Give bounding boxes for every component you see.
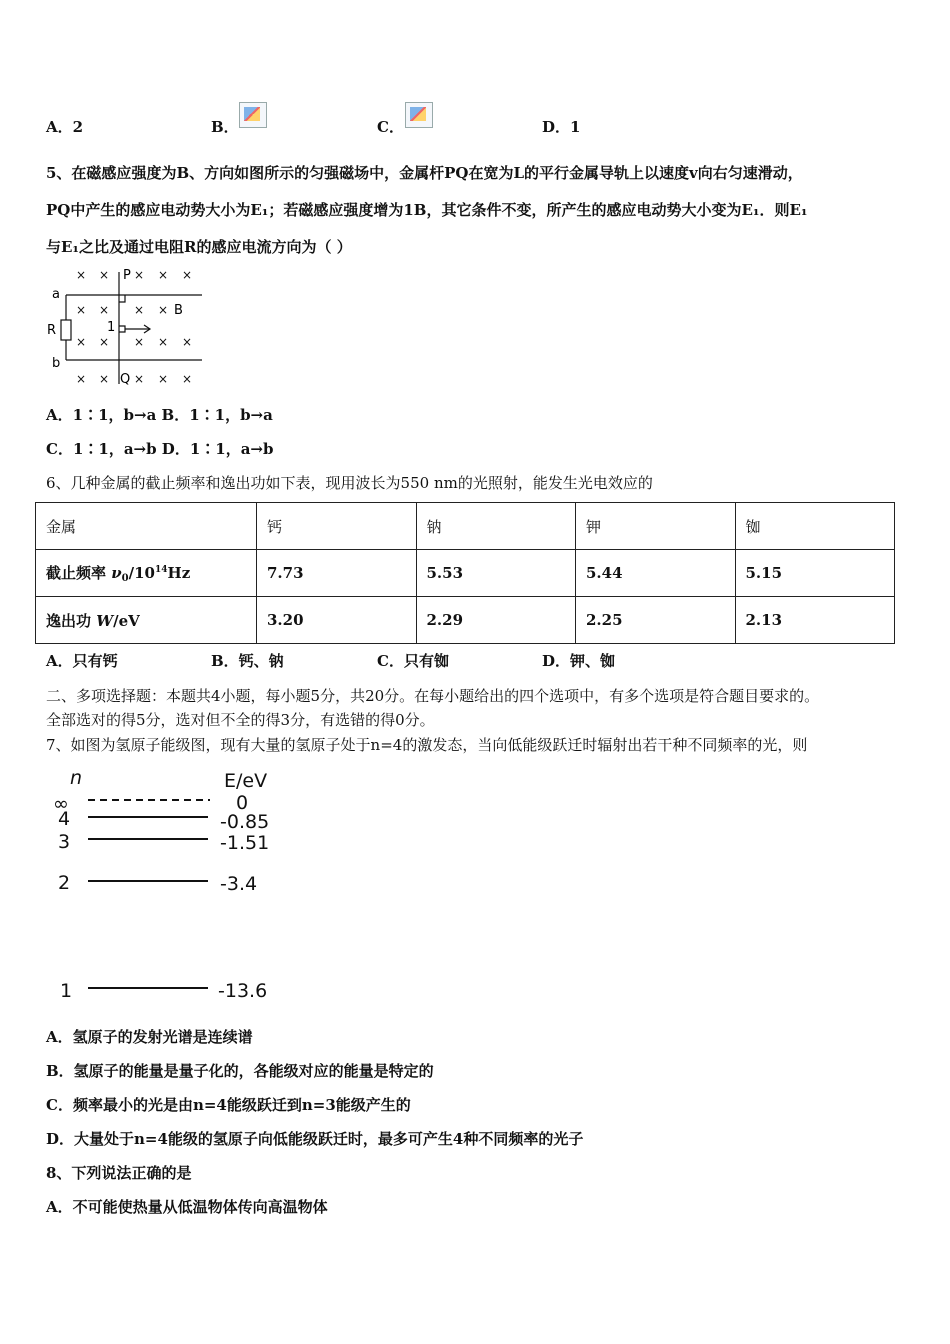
- field-cross: ×: [182, 268, 193, 282]
- field-cross: ×: [99, 372, 110, 386]
- field-cross: ×: [134, 268, 145, 282]
- row-label-text: 逸出功: [46, 611, 92, 630]
- row-label-text: 截止频率: [46, 564, 107, 582]
- table-cell: 5.15: [735, 550, 895, 597]
- table-cell: 2.29: [416, 597, 576, 644]
- q6-option-c[interactable]: C．只有铷: [377, 652, 449, 670]
- field-cross: ×: [99, 268, 110, 282]
- n-axis-label: n: [70, 767, 83, 789]
- energy-level-diagram: [48, 762, 288, 1007]
- level-n-3: 3: [58, 831, 71, 853]
- q4-option-c-label: C．: [377, 118, 404, 136]
- q5-circuit-diagram: [44, 262, 214, 390]
- field-cross: ×: [76, 268, 87, 282]
- level-e-1: -13.6: [218, 980, 268, 1002]
- table-header-cell: 金属: [36, 503, 257, 550]
- level-e-2: -3.4: [220, 873, 258, 895]
- diagram-label-1: 1: [107, 320, 116, 335]
- field-cross: ×: [99, 335, 110, 349]
- q4-option-d[interactable]: D．1: [542, 118, 581, 136]
- table-cell: 2.13: [735, 597, 895, 644]
- q7-stem: 7、如图为氢原子能级图，现有大量的氢原子处于n=4的激发态，当向低能级跃迁时辐射出若干种不同频率的光，则: [46, 736, 808, 754]
- diagram-label-R: R: [47, 323, 57, 338]
- row-label-var: ν: [111, 564, 122, 582]
- level-n-1: 1: [60, 980, 73, 1002]
- row-label-hz: Hz: [167, 564, 191, 582]
- q4-option-c[interactable]: [377, 116, 404, 137]
- row-label-work-function: [36, 597, 257, 644]
- section2-instructions-line1: 二、多项选择题：本题共4小题，每小题5分，共20分。在每小题给出的四个选项中，有多个选项是符合题目要求的。: [46, 687, 820, 705]
- table-cell: 5.44: [576, 550, 736, 597]
- table-cell: 5.53: [416, 550, 576, 597]
- q7-option-b[interactable]: B．氢原子的能量是量子化的，各能级对应的能量是特定的: [46, 1062, 434, 1080]
- q4-option-a[interactable]: A．2: [46, 118, 84, 136]
- q5-stem-line2: PQ中产生的感应电动势大小为E₁；若磁感应强度增为1B，其它条件不变，所产生的感应电动势大小变为E₁．则E₁: [46, 201, 808, 219]
- table-header-cell: 铷: [735, 503, 895, 550]
- row-label-unit: /10: [128, 564, 155, 582]
- q8-stem: 8、下列说法正确的是: [46, 1164, 192, 1182]
- row-label-sup: 14: [155, 565, 168, 575]
- q4-option-b-label: B．: [211, 118, 239, 136]
- q5-stem-line1: 5、在磁感应强度为B、方向如图所示的匀强磁场中，金属杆PQ在宽为L的平行金属导轨上以速度v向右匀速滑动，: [46, 164, 803, 182]
- q6-stem: [46, 472, 653, 493]
- field-cross: ×: [158, 335, 169, 349]
- q7-option-d[interactable]: D．大量处于n=4能级的氢原子向低能级跃迁时，最多可产生4种不同频率的光子: [46, 1130, 584, 1148]
- table-cell: 3.20: [257, 597, 417, 644]
- field-cross: ×: [182, 372, 193, 386]
- table-row: [36, 550, 895, 597]
- broken-image-icon: [405, 102, 433, 128]
- field-cross: ×: [182, 335, 193, 349]
- table-header-cell: 钙: [257, 503, 417, 550]
- diagram-label-a: a: [52, 287, 60, 302]
- diagram-label-P: P: [123, 268, 131, 283]
- energy-axis-label: E/eV: [224, 770, 268, 792]
- level-n-2: 2: [58, 872, 71, 894]
- table-cell: 7.73: [257, 550, 417, 597]
- level-e-4: -0.85: [220, 811, 270, 833]
- row-label-sub: 0: [121, 573, 129, 584]
- table-header-cell: 钠: [416, 503, 576, 550]
- q6-option-b[interactable]: B．钙、钠: [211, 652, 284, 670]
- row-label-cutoff-frequency: [36, 550, 257, 597]
- field-cross: ×: [158, 303, 169, 317]
- field-cross: ×: [76, 303, 87, 317]
- q7-option-c[interactable]: C．频率最小的光是由n=4能级跃迁到n=3能级产生的: [46, 1096, 411, 1114]
- field-cross: ×: [76, 372, 87, 386]
- broken-image-icon: [239, 102, 267, 128]
- diagram-label-Q: Q: [120, 372, 131, 387]
- level-n-infinity: ∞: [53, 793, 69, 815]
- q5-stem-line3: 与E₁之比及通过电阻R的感应电流方向为（ ）: [46, 238, 352, 256]
- field-cross: ×: [99, 303, 110, 317]
- q6-option-a[interactable]: A．只有钙: [46, 652, 118, 670]
- field-cross: ×: [158, 268, 169, 282]
- q5-options-cd[interactable]: C．1∶1，a→b D．1∶1，a→b: [46, 440, 274, 458]
- field-cross: ×: [76, 335, 87, 349]
- field-cross: ×: [158, 372, 169, 386]
- q6-stem-text: 6、几种金属的截止频率和逸出功如下表，现用波长为550 nm的光照射，能发生光电效应的: [46, 474, 653, 492]
- diagram-label-B: B: [174, 303, 183, 318]
- metals-table: [35, 502, 895, 644]
- table-header-cell: 钾: [576, 503, 736, 550]
- row-label-var: W: [96, 611, 114, 630]
- field-cross: ×: [134, 372, 145, 386]
- q4-option-b[interactable]: [211, 116, 239, 137]
- level-n-4: 4: [58, 808, 71, 830]
- q7-option-a[interactable]: A．氢原子的发射光谱是连续谱: [46, 1028, 253, 1046]
- level-e-infinity: 0: [236, 792, 249, 814]
- field-cross: ×: [134, 303, 145, 317]
- row-label-unit: /eV: [113, 611, 140, 630]
- q5-options-ab[interactable]: A．1∶1，b→a B．1∶1，b→a: [46, 406, 273, 424]
- table-cell: 2.25: [576, 597, 736, 644]
- level-e-3: -1.51: [220, 832, 270, 854]
- table-row: [36, 597, 895, 644]
- section2-instructions-line2: 全部选对的得5分，选对但不全的得3分，有选错的得0分。: [46, 711, 435, 729]
- q6-option-d[interactable]: D．钾、铷: [542, 652, 616, 670]
- diagram-label-b: b: [52, 356, 61, 371]
- q8-option-a[interactable]: A．不可能使热量从低温物体传向高温物体: [46, 1198, 328, 1216]
- field-cross: ×: [134, 335, 145, 349]
- table-row: [36, 503, 895, 550]
